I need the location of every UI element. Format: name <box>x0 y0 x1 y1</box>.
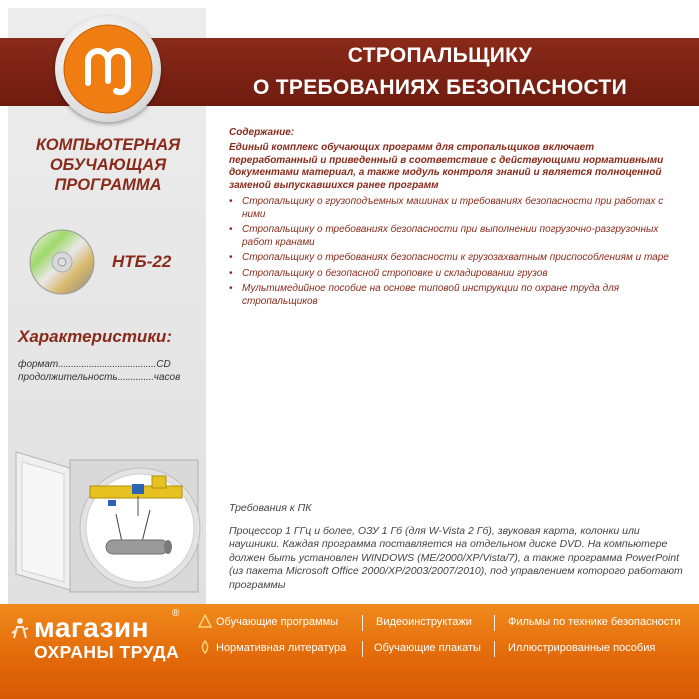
brand-name[interactable]: магазин <box>34 612 150 643</box>
program-title-line1: КОМПЬЮТЕРНАЯ <box>35 136 181 154</box>
spec-format <box>18 359 202 370</box>
brand-logo <box>55 16 161 122</box>
footer-banner <box>0 604 699 699</box>
content-intro: Единый комплекс обучающих программ для стропальщиков включает переработанный и приведенный в соответствие с действующими нормативными документами материал, а также модуль контроля знаний и является полноценной заменой выпускавшихся ранее программ <box>229 142 664 191</box>
hazard-icon <box>198 614 212 628</box>
list-item: • Стропальщику о безопасной строповке и складировании грузов <box>229 268 684 281</box>
page-title-line1: СТРОПАЛЬЩИКУ <box>347 44 533 67</box>
nav-video-instructions[interactable]: Видеоинструктажи <box>376 616 472 628</box>
spec-duration-dots: .............. <box>117 372 154 383</box>
nav-separator <box>494 641 495 657</box>
worker-icon <box>8 616 32 640</box>
nav-illustrated-guides[interactable]: Иллюстрированные пособия <box>508 642 656 654</box>
nav-separator <box>494 615 495 631</box>
spec-format-dots: ...................................... <box>58 359 157 370</box>
nav-training-posters[interactable]: Обучающие плакаты <box>374 642 481 654</box>
requirements-section <box>229 502 691 592</box>
nav-training-programs[interactable]: Обучающие программы <box>216 616 339 628</box>
dvd-box-illustration <box>12 448 202 598</box>
characteristics-heading: Характеристики: <box>18 327 172 346</box>
content-section <box>229 127 684 311</box>
content-list <box>229 196 684 308</box>
list-item: • Стропальщику о грузоподъемных машинах и требованиях безопасности при работах с ними <box>229 196 684 221</box>
list-item: • Стропальщику о требованиях безопасности при выполнении погрузочно-разгрузочных работ кранами <box>229 224 684 249</box>
program-title-line3: ПРОГРАММА <box>54 176 162 194</box>
requirements-title: Требования к ПК <box>229 502 312 514</box>
list-item: • Стропальщику о требованиях безопасности к грузозахватным приспособлениям и таре <box>229 252 684 265</box>
nav-regulatory-literature[interactable]: Нормативная литература <box>216 642 347 654</box>
spec-duration <box>18 372 202 383</box>
fire-icon <box>198 640 212 654</box>
content-label: Содержание: <box>229 127 295 138</box>
page-title-line2: О ТРЕБОВАНИЯХ БЕЗОПАСНОСТИ <box>253 76 627 99</box>
spec-duration-label: продолжительность <box>18 372 118 383</box>
nav-separator <box>362 641 363 657</box>
program-title-line2: ОБУЧАЮЩАЯ <box>49 156 167 174</box>
cd-disc-icon <box>28 228 96 296</box>
requirements-text: Процессор 1 ГГц и более, ОЗУ 1 Гб (для W-Vista 2 Гб), звуковая карта, колонки или наушники. Каждая программа поставляется на отдельном диске DVD. На компьютере должен быть установлен WINDOWS (ME/2000/XP/Vista/7), а также программа PowerPoint (из пакета Microsoft Office 2000/XP/2003/2007/2010), под управлением которого работают программы <box>229 524 683 591</box>
nav-safety-films[interactable]: Фильмы по технике безопасности <box>508 616 681 628</box>
registered-mark: ® <box>172 608 180 619</box>
logo-m-icon <box>62 23 154 115</box>
program-code: НТБ-22 <box>112 252 172 271</box>
program-type-title <box>14 135 202 195</box>
nav-separator <box>362 615 363 631</box>
spec-format-label: формат <box>18 359 59 370</box>
list-item: • Мультимедийное пособие на основе типовой инструкции по охране труда для стропальщиков <box>229 283 684 308</box>
spec-format-value: CD <box>156 359 171 370</box>
brand-subtitle[interactable]: ОХРАНЫ ТРУДА <box>34 642 180 662</box>
spec-duration-value: часов <box>153 372 181 383</box>
